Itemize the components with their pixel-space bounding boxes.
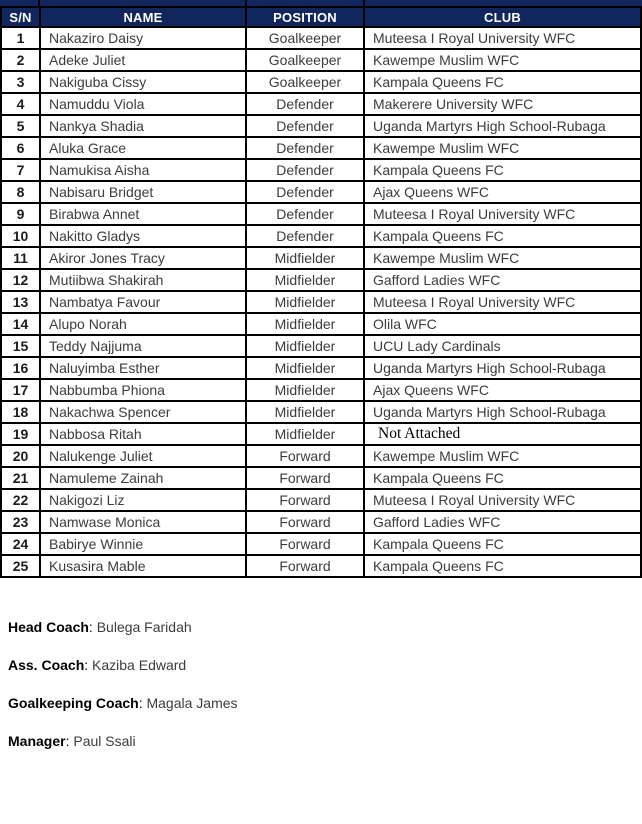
staff-role-label: Manager — [8, 733, 66, 749]
table-row — [1, 511, 641, 533]
staff-separator: : — [138, 695, 143, 711]
table-row — [1, 423, 641, 445]
position-cell: Midfielder — [246, 423, 364, 445]
club-cell: Kawempe Muslim WFC — [364, 49, 641, 71]
player-name-cell: Nakitto Gladys — [40, 225, 246, 247]
club-cell: Muteesa I Royal University WFC — [364, 27, 641, 49]
table-row — [1, 181, 641, 203]
staff-line — [8, 733, 642, 750]
player-name-cell: Nabisaru Bridget — [40, 181, 246, 203]
staff-line — [8, 657, 642, 674]
serial-number-cell: 13 — [1, 291, 40, 313]
staff-person-name: Magala James — [146, 695, 238, 711]
staff-person-name: Paul Ssali — [73, 733, 136, 749]
serial-number-cell: 11 — [1, 247, 40, 269]
position-cell: Midfielder — [246, 357, 364, 379]
table-row — [1, 71, 641, 93]
position-cell: Defender — [246, 225, 364, 247]
table-row — [1, 27, 641, 49]
player-name-cell: Adeke Juliet — [40, 49, 246, 71]
club-cell: Not Attached — [364, 423, 641, 445]
club-cell: Kampala Queens FC — [364, 467, 641, 489]
serial-number-cell: 24 — [1, 533, 40, 555]
club-cell: Uganda Martyrs High School-Rubaga — [364, 357, 641, 379]
staff-list — [8, 619, 642, 750]
staff-role-label: Goalkeeping Coach — [8, 695, 139, 711]
player-name-cell: Babirye Winnie — [40, 533, 246, 555]
serial-number-cell: 4 — [1, 93, 40, 115]
serial-number-cell: 18 — [1, 401, 40, 423]
table-row — [1, 159, 641, 181]
player-name-cell: Alupo Norah — [40, 313, 246, 335]
table-row — [1, 445, 641, 467]
serial-number-cell: 8 — [1, 181, 40, 203]
position-cell: Forward — [246, 511, 364, 533]
club-cell: Kawempe Muslim WFC — [364, 445, 641, 467]
serial-number-cell: 21 — [1, 467, 40, 489]
serial-number-cell: 19 — [1, 423, 40, 445]
player-name-cell: Naluyimba Esther — [40, 357, 246, 379]
staff-line — [8, 695, 642, 712]
position-cell: Forward — [246, 533, 364, 555]
player-name-cell: Namukisa Aisha — [40, 159, 246, 181]
position-cell: Forward — [246, 445, 364, 467]
position-cell: Goalkeeper — [246, 27, 364, 49]
column-divider — [363, 0, 365, 6]
squad-table — [0, 6, 642, 578]
serial-number-cell: 22 — [1, 489, 40, 511]
club-cell: Gafford Ladies WFC — [364, 511, 641, 533]
table-row — [1, 203, 641, 225]
staff-person-name: Bulega Faridah — [96, 619, 192, 635]
club-cell: Olila WFC — [364, 313, 641, 335]
player-name-cell: Kusasira Mable — [40, 555, 246, 577]
position-cell: Midfielder — [246, 313, 364, 335]
table-header-row — [1, 7, 641, 27]
player-name-cell: Nakiguba Cissy — [40, 71, 246, 93]
club-cell: Muteesa I Royal University WFC — [364, 489, 641, 511]
table-row — [1, 335, 641, 357]
club-cell: Gafford Ladies WFC — [364, 269, 641, 291]
table-row — [1, 489, 641, 511]
table-row — [1, 401, 641, 423]
position-cell: Defender — [246, 93, 364, 115]
position-cell: Defender — [246, 115, 364, 137]
staff-separator: : — [65, 733, 70, 749]
serial-number-cell: 10 — [1, 225, 40, 247]
table-row — [1, 533, 641, 555]
table-row — [1, 291, 641, 313]
club-cell: Kampala Queens FC — [364, 159, 641, 181]
player-name-cell: Namuddu Viola — [40, 93, 246, 115]
column-header-club: CLUB — [364, 7, 641, 27]
position-cell: Goalkeeper — [246, 71, 364, 93]
club-cell: Ajax Queens WFC — [364, 181, 641, 203]
serial-number-cell: 1 — [1, 27, 40, 49]
table-row — [1, 49, 641, 71]
player-name-cell: Nakachwa Spencer — [40, 401, 246, 423]
position-cell: Defender — [246, 159, 364, 181]
table-row — [1, 555, 641, 577]
column-header-name: NAME — [40, 7, 246, 27]
club-cell: Kawempe Muslim WFC — [364, 137, 641, 159]
position-cell: Forward — [246, 489, 364, 511]
position-cell: Forward — [246, 467, 364, 489]
position-cell: Midfielder — [246, 291, 364, 313]
player-name-cell: Akiror Jones Tracy — [40, 247, 246, 269]
player-name-cell: Teddy Najjuma — [40, 335, 246, 357]
table-row — [1, 115, 641, 137]
column-header-sn: S/N — [1, 7, 40, 27]
position-cell: Forward — [246, 555, 364, 577]
serial-number-cell: 25 — [1, 555, 40, 577]
club-cell: Uganda Martyrs High School-Rubaga — [364, 401, 641, 423]
position-cell: Defender — [246, 137, 364, 159]
player-name-cell: Nalukenge Juliet — [40, 445, 246, 467]
staff-line — [8, 619, 642, 636]
club-cell: Muteesa I Royal University WFC — [364, 291, 641, 313]
club-cell: Kampala Queens FC — [364, 225, 641, 247]
column-header-position: POSITION — [246, 7, 364, 27]
club-cell: Uganda Martyrs High School-Rubaga — [364, 115, 641, 137]
serial-number-cell: 16 — [1, 357, 40, 379]
serial-number-cell: 6 — [1, 137, 40, 159]
table-row — [1, 467, 641, 489]
player-name-cell: Mutiibwa Shakirah — [40, 269, 246, 291]
club-cell: Kampala Queens FC — [364, 71, 641, 93]
club-cell: Muteesa I Royal University WFC — [364, 203, 641, 225]
serial-number-cell: 9 — [1, 203, 40, 225]
serial-number-cell: 12 — [1, 269, 40, 291]
serial-number-cell: 7 — [1, 159, 40, 181]
staff-role-label: Head Coach — [8, 619, 89, 635]
player-name-cell: Nabbumba Phiona — [40, 379, 246, 401]
staff-role-label: Ass. Coach — [8, 657, 85, 673]
staff-separator: : — [84, 657, 89, 673]
serial-number-cell: 17 — [1, 379, 40, 401]
staff-separator: : — [88, 619, 93, 635]
club-cell: Kampala Queens FC — [364, 533, 641, 555]
column-divider — [245, 0, 247, 6]
club-cell: Kampala Queens FC — [364, 555, 641, 577]
serial-number-cell: 20 — [1, 445, 40, 467]
serial-number-cell: 3 — [1, 71, 40, 93]
position-cell: Defender — [246, 181, 364, 203]
table-row — [1, 225, 641, 247]
serial-number-cell: 23 — [1, 511, 40, 533]
club-cell: Makerere University WFC — [364, 93, 641, 115]
position-cell: Midfielder — [246, 335, 364, 357]
player-name-cell: Namuleme Zainah — [40, 467, 246, 489]
table-row — [1, 313, 641, 335]
table-row — [1, 247, 641, 269]
player-name-cell: Nambatya Favour — [40, 291, 246, 313]
position-cell: Midfielder — [246, 401, 364, 423]
position-cell: Midfielder — [246, 379, 364, 401]
player-name-cell: Nabbosa Ritah — [40, 423, 246, 445]
serial-number-cell: 2 — [1, 49, 40, 71]
player-name-cell: Nakaziro Daisy — [40, 27, 246, 49]
player-name-cell: Namwase Monica — [40, 511, 246, 533]
position-cell: Defender — [246, 203, 364, 225]
club-cell: Ajax Queens WFC — [364, 379, 641, 401]
position-cell: Goalkeeper — [246, 49, 364, 71]
serial-number-cell: 15 — [1, 335, 40, 357]
table-row — [1, 93, 641, 115]
serial-number-cell: 14 — [1, 313, 40, 335]
club-cell: Kawempe Muslim WFC — [364, 247, 641, 269]
staff-person-name: Kaziba Edward — [92, 657, 187, 673]
position-cell: Midfielder — [246, 269, 364, 291]
serial-number-cell: 5 — [1, 115, 40, 137]
player-name-cell: Aluka Grace — [40, 137, 246, 159]
table-row — [1, 357, 641, 379]
cropped-row-remnant — [0, 0, 642, 6]
table-row — [1, 137, 641, 159]
table-row — [1, 269, 641, 291]
position-cell: Midfielder — [246, 247, 364, 269]
player-name-cell: Nankya Shadia — [40, 115, 246, 137]
column-divider — [38, 0, 40, 6]
club-cell: UCU Lady Cardinals — [364, 335, 641, 357]
table-row — [1, 379, 641, 401]
player-name-cell: Birabwa Annet — [40, 203, 246, 225]
player-name-cell: Nakigozi Liz — [40, 489, 246, 511]
